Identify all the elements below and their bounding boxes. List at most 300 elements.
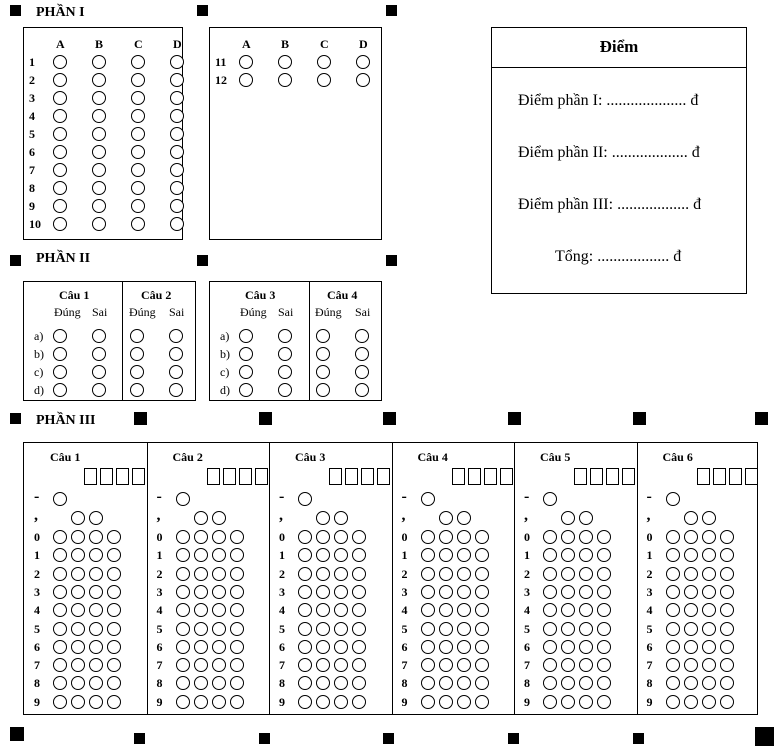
minus-bubble[interactable] bbox=[543, 492, 557, 506]
digit-bubble[interactable] bbox=[352, 695, 366, 709]
digit-bubble[interactable] bbox=[316, 676, 330, 690]
digit-bubble[interactable] bbox=[666, 622, 680, 636]
digit-bubble[interactable] bbox=[439, 548, 453, 562]
digit-bubble[interactable] bbox=[684, 640, 698, 654]
digit-bubble[interactable] bbox=[194, 585, 208, 599]
digit-bubble[interactable] bbox=[316, 622, 330, 636]
digit-bubble[interactable] bbox=[439, 567, 453, 581]
digit-bubble[interactable] bbox=[298, 695, 312, 709]
answer-bubble[interactable] bbox=[239, 55, 253, 69]
digit-bubble[interactable] bbox=[71, 567, 85, 581]
answer-bubble[interactable] bbox=[170, 199, 184, 213]
answer-bubble[interactable] bbox=[131, 127, 145, 141]
digit-bubble[interactable] bbox=[561, 676, 575, 690]
digit-bubble[interactable] bbox=[176, 695, 190, 709]
digit-bubble[interactable] bbox=[702, 622, 716, 636]
digit-bubble[interactable] bbox=[666, 567, 680, 581]
digit-bubble[interactable] bbox=[230, 530, 244, 544]
digit-bubble[interactable] bbox=[561, 585, 575, 599]
answer-bubble[interactable] bbox=[317, 55, 331, 69]
digit-bubble[interactable] bbox=[53, 658, 67, 672]
digit-bubble[interactable] bbox=[71, 658, 85, 672]
digit-bubble[interactable] bbox=[107, 585, 121, 599]
digit-bubble[interactable] bbox=[194, 548, 208, 562]
digit-bubble[interactable] bbox=[579, 567, 593, 581]
digit-bubble[interactable] bbox=[107, 548, 121, 562]
digit-bubble[interactable] bbox=[334, 603, 348, 617]
digit-bubble[interactable] bbox=[439, 603, 453, 617]
comma-bubble[interactable] bbox=[71, 511, 85, 525]
answer-bubble[interactable] bbox=[53, 55, 67, 69]
comma-bubble[interactable] bbox=[194, 511, 208, 525]
answer-bubble[interactable] bbox=[317, 73, 331, 87]
digit-bubble[interactable] bbox=[352, 585, 366, 599]
answer-bubble[interactable] bbox=[239, 73, 253, 87]
digit-bubble[interactable] bbox=[597, 658, 611, 672]
answer-bubble[interactable] bbox=[131, 181, 145, 195]
digit-bubble[interactable] bbox=[421, 530, 435, 544]
digit-bubble[interactable] bbox=[316, 658, 330, 672]
digit-bubble[interactable] bbox=[334, 695, 348, 709]
false-bubble[interactable] bbox=[355, 365, 369, 379]
digit-bubble[interactable] bbox=[298, 603, 312, 617]
digit-bubble[interactable] bbox=[543, 640, 557, 654]
answer-bubble[interactable] bbox=[53, 109, 67, 123]
digit-bubble[interactable] bbox=[352, 658, 366, 672]
digit-bubble[interactable] bbox=[561, 603, 575, 617]
digit-bubble[interactable] bbox=[421, 585, 435, 599]
digit-bubble[interactable] bbox=[579, 530, 593, 544]
minus-bubble[interactable] bbox=[666, 492, 680, 506]
digit-bubble[interactable] bbox=[53, 585, 67, 599]
digit-bubble[interactable] bbox=[439, 640, 453, 654]
comma-bubble[interactable] bbox=[702, 511, 716, 525]
digit-bubble[interactable] bbox=[561, 567, 575, 581]
digit-bubble[interactable] bbox=[457, 640, 471, 654]
false-bubble[interactable] bbox=[169, 365, 183, 379]
digit-bubble[interactable] bbox=[194, 658, 208, 672]
digit-bubble[interactable] bbox=[720, 585, 734, 599]
false-bubble[interactable] bbox=[278, 329, 292, 343]
digit-bubble[interactable] bbox=[561, 695, 575, 709]
digit-bubble[interactable] bbox=[176, 567, 190, 581]
answer-bubble[interactable] bbox=[53, 217, 67, 231]
comma-bubble[interactable] bbox=[579, 511, 593, 525]
digit-bubble[interactable] bbox=[561, 622, 575, 636]
comma-bubble[interactable] bbox=[457, 511, 471, 525]
digit-bubble[interactable] bbox=[107, 603, 121, 617]
digit-bubble[interactable] bbox=[230, 548, 244, 562]
digit-bubble[interactable] bbox=[71, 622, 85, 636]
digit-bubble[interactable] bbox=[720, 658, 734, 672]
digit-bubble[interactable] bbox=[666, 548, 680, 562]
digit-bubble[interactable] bbox=[230, 676, 244, 690]
digit-bubble[interactable] bbox=[316, 640, 330, 654]
digit-bubble[interactable] bbox=[475, 622, 489, 636]
answer-bubble[interactable] bbox=[356, 73, 370, 87]
digit-bubble[interactable] bbox=[53, 676, 67, 690]
answer-bubble[interactable] bbox=[170, 127, 184, 141]
true-bubble[interactable] bbox=[53, 365, 67, 379]
digit-bubble[interactable] bbox=[457, 658, 471, 672]
digit-bubble[interactable] bbox=[316, 603, 330, 617]
true-bubble[interactable] bbox=[239, 347, 253, 361]
answer-bubble[interactable] bbox=[53, 199, 67, 213]
digit-bubble[interactable] bbox=[421, 640, 435, 654]
digit-bubble[interactable] bbox=[579, 603, 593, 617]
digit-bubble[interactable] bbox=[298, 548, 312, 562]
digit-bubble[interactable] bbox=[71, 530, 85, 544]
digit-bubble[interactable] bbox=[212, 603, 226, 617]
digit-bubble[interactable] bbox=[457, 622, 471, 636]
digit-bubble[interactable] bbox=[543, 548, 557, 562]
digit-bubble[interactable] bbox=[684, 695, 698, 709]
false-bubble[interactable] bbox=[169, 383, 183, 397]
digit-bubble[interactable] bbox=[421, 567, 435, 581]
answer-bubble[interactable] bbox=[278, 73, 292, 87]
digit-bubble[interactable] bbox=[352, 640, 366, 654]
digit-bubble[interactable] bbox=[561, 548, 575, 562]
answer-bubble[interactable] bbox=[92, 73, 106, 87]
digit-bubble[interactable] bbox=[666, 603, 680, 617]
answer-bubble[interactable] bbox=[92, 181, 106, 195]
digit-bubble[interactable] bbox=[212, 640, 226, 654]
digit-bubble[interactable] bbox=[316, 530, 330, 544]
digit-bubble[interactable] bbox=[421, 676, 435, 690]
answer-bubble[interactable] bbox=[278, 55, 292, 69]
comma-bubble[interactable] bbox=[561, 511, 575, 525]
digit-bubble[interactable] bbox=[89, 548, 103, 562]
digit-bubble[interactable] bbox=[720, 695, 734, 709]
digit-bubble[interactable] bbox=[666, 658, 680, 672]
digit-bubble[interactable] bbox=[176, 530, 190, 544]
digit-bubble[interactable] bbox=[702, 658, 716, 672]
true-bubble[interactable] bbox=[53, 383, 67, 397]
digit-bubble[interactable] bbox=[561, 530, 575, 544]
digit-bubble[interactable] bbox=[53, 640, 67, 654]
answer-bubble[interactable] bbox=[53, 91, 67, 105]
digit-bubble[interactable] bbox=[720, 676, 734, 690]
digit-bubble[interactable] bbox=[720, 530, 734, 544]
digit-bubble[interactable] bbox=[334, 567, 348, 581]
comma-bubble[interactable] bbox=[684, 511, 698, 525]
false-bubble[interactable] bbox=[355, 329, 369, 343]
digit-bubble[interactable] bbox=[684, 676, 698, 690]
answer-bubble[interactable] bbox=[356, 55, 370, 69]
true-bubble[interactable] bbox=[239, 383, 253, 397]
digit-bubble[interactable] bbox=[457, 548, 471, 562]
digit-bubble[interactable] bbox=[176, 548, 190, 562]
digit-bubble[interactable] bbox=[666, 585, 680, 599]
false-bubble[interactable] bbox=[278, 347, 292, 361]
digit-bubble[interactable] bbox=[176, 658, 190, 672]
digit-bubble[interactable] bbox=[543, 676, 557, 690]
digit-bubble[interactable] bbox=[684, 567, 698, 581]
digit-bubble[interactable] bbox=[107, 676, 121, 690]
answer-bubble[interactable] bbox=[92, 145, 106, 159]
digit-bubble[interactable] bbox=[71, 676, 85, 690]
digit-bubble[interactable] bbox=[352, 603, 366, 617]
digit-bubble[interactable] bbox=[53, 622, 67, 636]
digit-bubble[interactable] bbox=[597, 695, 611, 709]
digit-bubble[interactable] bbox=[89, 603, 103, 617]
digit-bubble[interactable] bbox=[666, 676, 680, 690]
answer-bubble[interactable] bbox=[131, 199, 145, 213]
digit-bubble[interactable] bbox=[720, 567, 734, 581]
digit-bubble[interactable] bbox=[53, 695, 67, 709]
digit-bubble[interactable] bbox=[352, 530, 366, 544]
digit-bubble[interactable] bbox=[475, 585, 489, 599]
answer-bubble[interactable] bbox=[92, 109, 106, 123]
digit-bubble[interactable] bbox=[298, 530, 312, 544]
digit-bubble[interactable] bbox=[334, 548, 348, 562]
digit-bubble[interactable] bbox=[597, 585, 611, 599]
digit-bubble[interactable] bbox=[702, 585, 716, 599]
digit-bubble[interactable] bbox=[71, 548, 85, 562]
digit-bubble[interactable] bbox=[475, 640, 489, 654]
digit-bubble[interactable] bbox=[439, 695, 453, 709]
false-bubble[interactable] bbox=[169, 347, 183, 361]
digit-bubble[interactable] bbox=[230, 567, 244, 581]
digit-bubble[interactable] bbox=[176, 603, 190, 617]
digit-bubble[interactable] bbox=[720, 603, 734, 617]
answer-bubble[interactable] bbox=[131, 73, 145, 87]
true-bubble[interactable] bbox=[316, 347, 330, 361]
digit-bubble[interactable] bbox=[107, 567, 121, 581]
answer-bubble[interactable] bbox=[170, 109, 184, 123]
digit-bubble[interactable] bbox=[212, 622, 226, 636]
digit-bubble[interactable] bbox=[475, 548, 489, 562]
comma-bubble[interactable] bbox=[89, 511, 103, 525]
digit-bubble[interactable] bbox=[579, 676, 593, 690]
digit-bubble[interactable] bbox=[316, 695, 330, 709]
true-bubble[interactable] bbox=[316, 383, 330, 397]
digit-bubble[interactable] bbox=[53, 530, 67, 544]
digit-bubble[interactable] bbox=[475, 567, 489, 581]
digit-bubble[interactable] bbox=[316, 548, 330, 562]
digit-bubble[interactable] bbox=[212, 695, 226, 709]
minus-bubble[interactable] bbox=[298, 492, 312, 506]
digit-bubble[interactable] bbox=[71, 585, 85, 599]
digit-bubble[interactable] bbox=[89, 530, 103, 544]
digit-bubble[interactable] bbox=[543, 622, 557, 636]
false-bubble[interactable] bbox=[92, 329, 106, 343]
digit-bubble[interactable] bbox=[457, 530, 471, 544]
comma-bubble[interactable] bbox=[212, 511, 226, 525]
digit-bubble[interactable] bbox=[439, 622, 453, 636]
minus-bubble[interactable] bbox=[176, 492, 190, 506]
digit-bubble[interactable] bbox=[176, 640, 190, 654]
digit-bubble[interactable] bbox=[89, 585, 103, 599]
false-bubble[interactable] bbox=[355, 347, 369, 361]
true-bubble[interactable] bbox=[53, 329, 67, 343]
digit-bubble[interactable] bbox=[475, 676, 489, 690]
digit-bubble[interactable] bbox=[666, 695, 680, 709]
digit-bubble[interactable] bbox=[579, 695, 593, 709]
digit-bubble[interactable] bbox=[457, 585, 471, 599]
digit-bubble[interactable] bbox=[212, 567, 226, 581]
comma-bubble[interactable] bbox=[334, 511, 348, 525]
false-bubble[interactable] bbox=[278, 365, 292, 379]
digit-bubble[interactable] bbox=[212, 676, 226, 690]
digit-bubble[interactable] bbox=[597, 676, 611, 690]
digit-bubble[interactable] bbox=[543, 603, 557, 617]
digit-bubble[interactable] bbox=[457, 695, 471, 709]
answer-bubble[interactable] bbox=[131, 91, 145, 105]
answer-bubble[interactable] bbox=[131, 109, 145, 123]
digit-bubble[interactable] bbox=[352, 567, 366, 581]
digit-bubble[interactable] bbox=[543, 695, 557, 709]
digit-bubble[interactable] bbox=[597, 567, 611, 581]
digit-bubble[interactable] bbox=[107, 695, 121, 709]
digit-bubble[interactable] bbox=[71, 640, 85, 654]
digit-bubble[interactable] bbox=[298, 676, 312, 690]
digit-bubble[interactable] bbox=[597, 640, 611, 654]
digit-bubble[interactable] bbox=[702, 548, 716, 562]
digit-bubble[interactable] bbox=[439, 585, 453, 599]
digit-bubble[interactable] bbox=[561, 658, 575, 672]
digit-bubble[interactable] bbox=[597, 548, 611, 562]
digit-bubble[interactable] bbox=[543, 658, 557, 672]
digit-bubble[interactable] bbox=[230, 622, 244, 636]
digit-bubble[interactable] bbox=[53, 603, 67, 617]
digit-bubble[interactable] bbox=[194, 676, 208, 690]
digit-bubble[interactable] bbox=[457, 567, 471, 581]
digit-bubble[interactable] bbox=[212, 585, 226, 599]
minus-bubble[interactable] bbox=[421, 492, 435, 506]
digit-bubble[interactable] bbox=[666, 530, 680, 544]
digit-bubble[interactable] bbox=[334, 530, 348, 544]
digit-bubble[interactable] bbox=[89, 676, 103, 690]
digit-bubble[interactable] bbox=[543, 530, 557, 544]
digit-bubble[interactable] bbox=[194, 567, 208, 581]
true-bubble[interactable] bbox=[239, 329, 253, 343]
answer-bubble[interactable] bbox=[92, 55, 106, 69]
digit-bubble[interactable] bbox=[421, 603, 435, 617]
answer-bubble[interactable] bbox=[170, 163, 184, 177]
answer-bubble[interactable] bbox=[170, 55, 184, 69]
answer-bubble[interactable] bbox=[92, 163, 106, 177]
comma-bubble[interactable] bbox=[439, 511, 453, 525]
digit-bubble[interactable] bbox=[597, 530, 611, 544]
true-bubble[interactable] bbox=[239, 365, 253, 379]
digit-bubble[interactable] bbox=[543, 585, 557, 599]
answer-bubble[interactable] bbox=[131, 145, 145, 159]
answer-bubble[interactable] bbox=[53, 163, 67, 177]
digit-bubble[interactable] bbox=[597, 603, 611, 617]
digit-bubble[interactable] bbox=[421, 695, 435, 709]
digit-bubble[interactable] bbox=[89, 640, 103, 654]
false-bubble[interactable] bbox=[92, 365, 106, 379]
digit-bubble[interactable] bbox=[107, 658, 121, 672]
answer-bubble[interactable] bbox=[131, 163, 145, 177]
digit-bubble[interactable] bbox=[457, 603, 471, 617]
digit-bubble[interactable] bbox=[194, 622, 208, 636]
digit-bubble[interactable] bbox=[230, 585, 244, 599]
answer-bubble[interactable] bbox=[53, 73, 67, 87]
digit-bubble[interactable] bbox=[89, 658, 103, 672]
answer-bubble[interactable] bbox=[53, 181, 67, 195]
digit-bubble[interactable] bbox=[107, 640, 121, 654]
true-bubble[interactable] bbox=[130, 365, 144, 379]
digit-bubble[interactable] bbox=[212, 530, 226, 544]
digit-bubble[interactable] bbox=[53, 548, 67, 562]
digit-bubble[interactable] bbox=[684, 658, 698, 672]
digit-bubble[interactable] bbox=[475, 658, 489, 672]
digit-bubble[interactable] bbox=[439, 530, 453, 544]
true-bubble[interactable] bbox=[130, 383, 144, 397]
digit-bubble[interactable] bbox=[702, 676, 716, 690]
digit-bubble[interactable] bbox=[439, 658, 453, 672]
digit-bubble[interactable] bbox=[439, 676, 453, 690]
digit-bubble[interactable] bbox=[176, 585, 190, 599]
digit-bubble[interactable] bbox=[352, 548, 366, 562]
false-bubble[interactable] bbox=[169, 329, 183, 343]
digit-bubble[interactable] bbox=[316, 585, 330, 599]
false-bubble[interactable] bbox=[92, 383, 106, 397]
digit-bubble[interactable] bbox=[71, 603, 85, 617]
digit-bubble[interactable] bbox=[684, 530, 698, 544]
digit-bubble[interactable] bbox=[107, 530, 121, 544]
digit-bubble[interactable] bbox=[720, 640, 734, 654]
digit-bubble[interactable] bbox=[475, 695, 489, 709]
digit-bubble[interactable] bbox=[298, 658, 312, 672]
digit-bubble[interactable] bbox=[475, 603, 489, 617]
digit-bubble[interactable] bbox=[334, 640, 348, 654]
digit-bubble[interactable] bbox=[194, 695, 208, 709]
digit-bubble[interactable] bbox=[597, 622, 611, 636]
true-bubble[interactable] bbox=[130, 329, 144, 343]
digit-bubble[interactable] bbox=[334, 622, 348, 636]
answer-bubble[interactable] bbox=[53, 145, 67, 159]
answer-bubble[interactable] bbox=[92, 127, 106, 141]
comma-bubble[interactable] bbox=[316, 511, 330, 525]
digit-bubble[interactable] bbox=[457, 676, 471, 690]
answer-bubble[interactable] bbox=[170, 217, 184, 231]
answer-bubble[interactable] bbox=[170, 181, 184, 195]
digit-bubble[interactable] bbox=[579, 548, 593, 562]
digit-bubble[interactable] bbox=[684, 603, 698, 617]
digit-bubble[interactable] bbox=[212, 658, 226, 672]
digit-bubble[interactable] bbox=[176, 676, 190, 690]
digit-bubble[interactable] bbox=[579, 585, 593, 599]
digit-bubble[interactable] bbox=[702, 603, 716, 617]
digit-bubble[interactable] bbox=[579, 622, 593, 636]
digit-bubble[interactable] bbox=[298, 567, 312, 581]
true-bubble[interactable] bbox=[130, 347, 144, 361]
answer-bubble[interactable] bbox=[170, 73, 184, 87]
digit-bubble[interactable] bbox=[316, 567, 330, 581]
digit-bubble[interactable] bbox=[230, 658, 244, 672]
digit-bubble[interactable] bbox=[475, 530, 489, 544]
answer-bubble[interactable] bbox=[131, 55, 145, 69]
digit-bubble[interactable] bbox=[298, 640, 312, 654]
digit-bubble[interactable] bbox=[334, 658, 348, 672]
digit-bubble[interactable] bbox=[176, 622, 190, 636]
answer-bubble[interactable] bbox=[170, 145, 184, 159]
false-bubble[interactable] bbox=[355, 383, 369, 397]
answer-bubble[interactable] bbox=[92, 217, 106, 231]
digit-bubble[interactable] bbox=[334, 585, 348, 599]
digit-bubble[interactable] bbox=[334, 676, 348, 690]
digit-bubble[interactable] bbox=[684, 585, 698, 599]
digit-bubble[interactable] bbox=[579, 658, 593, 672]
digit-bubble[interactable] bbox=[720, 548, 734, 562]
digit-bubble[interactable] bbox=[421, 658, 435, 672]
digit-bubble[interactable] bbox=[107, 622, 121, 636]
digit-bubble[interactable] bbox=[194, 530, 208, 544]
answer-bubble[interactable] bbox=[131, 217, 145, 231]
